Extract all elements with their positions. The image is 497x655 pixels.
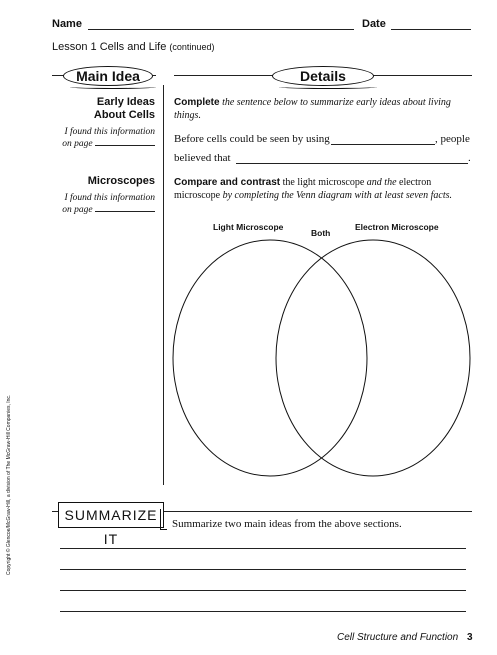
- found-info-1-line2: on page: [62, 139, 93, 149]
- venn-left-circle[interactable]: [173, 240, 367, 476]
- section2-instruction-mid2: electron microscope: [174, 177, 432, 201]
- date-label: Date: [362, 18, 386, 30]
- found-info-2: [52, 192, 155, 216]
- found-info-2-line1: I found this information: [64, 193, 155, 203]
- section2-instruction-and: and the: [366, 177, 397, 188]
- venn-diagram: [170, 232, 480, 487]
- sentence-end: .: [468, 152, 471, 164]
- venn-left-label: Light Microscope: [213, 222, 284, 232]
- sentence-part3: believed that: [174, 152, 231, 164]
- column-divider: [163, 85, 164, 485]
- early-ideas-heading: [52, 96, 155, 122]
- venn-right-circle[interactable]: [276, 240, 470, 476]
- lesson-title-text: Lesson 1 Cells and Life: [52, 41, 167, 53]
- page-number-blank-1[interactable]: [95, 145, 155, 146]
- footer-text: Cell Structure and Function: [337, 632, 459, 643]
- found-info-1-line1: I found this information: [64, 127, 155, 137]
- summarize-it-badge: SUMMARIZE IT: [58, 502, 164, 528]
- found-info-2-line2: on page: [62, 205, 93, 215]
- name-label: Name: [52, 18, 82, 30]
- section2-instruction: [174, 176, 472, 202]
- sentence-part1: Before cells could be seen by using: [174, 133, 330, 145]
- summary-line-3[interactable]: [60, 590, 466, 591]
- summarize-badge-corner: [160, 509, 167, 530]
- page-number-blank-2[interactable]: [95, 211, 155, 212]
- footer: [337, 632, 473, 643]
- sentence-blank-1[interactable]: [331, 144, 435, 145]
- early-ideas-heading-line1: Early Ideas: [96, 96, 155, 108]
- section2-instruction-rest: by completing the Venn diagram with at least seven facts.: [222, 190, 452, 201]
- sentence-part2: , people: [435, 133, 470, 145]
- venn-right-label: Electron Microscope: [355, 222, 439, 232]
- microscopes-heading: Microscopes: [87, 175, 155, 187]
- early-ideas-heading-line2: About Cells: [93, 109, 155, 121]
- summarize-prompt: Summarize two main ideas from the above sections.: [172, 518, 402, 530]
- details-header: Details: [272, 66, 374, 86]
- side-copyright: Copyright © Glencoe/McGraw-Hill, a division of The McGraw-Hill Companies, Inc.: [6, 394, 12, 575]
- name-line[interactable]: [88, 29, 354, 30]
- section2-instruction-mid1: the light microscope: [280, 177, 367, 188]
- section1-instruction-rest: the sentence below to summarize early ideas about living things.: [174, 97, 451, 121]
- summary-line-2[interactable]: [60, 569, 466, 570]
- summary-line-1[interactable]: [60, 548, 466, 549]
- lesson-title: [52, 41, 214, 53]
- date-line[interactable]: [391, 29, 471, 30]
- main-idea-header: Main Idea: [63, 66, 153, 86]
- section1-instruction-bold: Complete: [174, 97, 220, 108]
- sentence-blank-2[interactable]: [236, 163, 468, 164]
- venn-center-label: Both: [311, 228, 331, 238]
- section2-instruction-bold: Compare and contrast: [174, 177, 281, 188]
- section1-instruction: [174, 96, 472, 122]
- page-number: 3: [466, 632, 473, 643]
- summary-line-4[interactable]: [60, 611, 466, 612]
- lesson-continued: (continued): [169, 42, 215, 52]
- found-info-1: [52, 126, 155, 150]
